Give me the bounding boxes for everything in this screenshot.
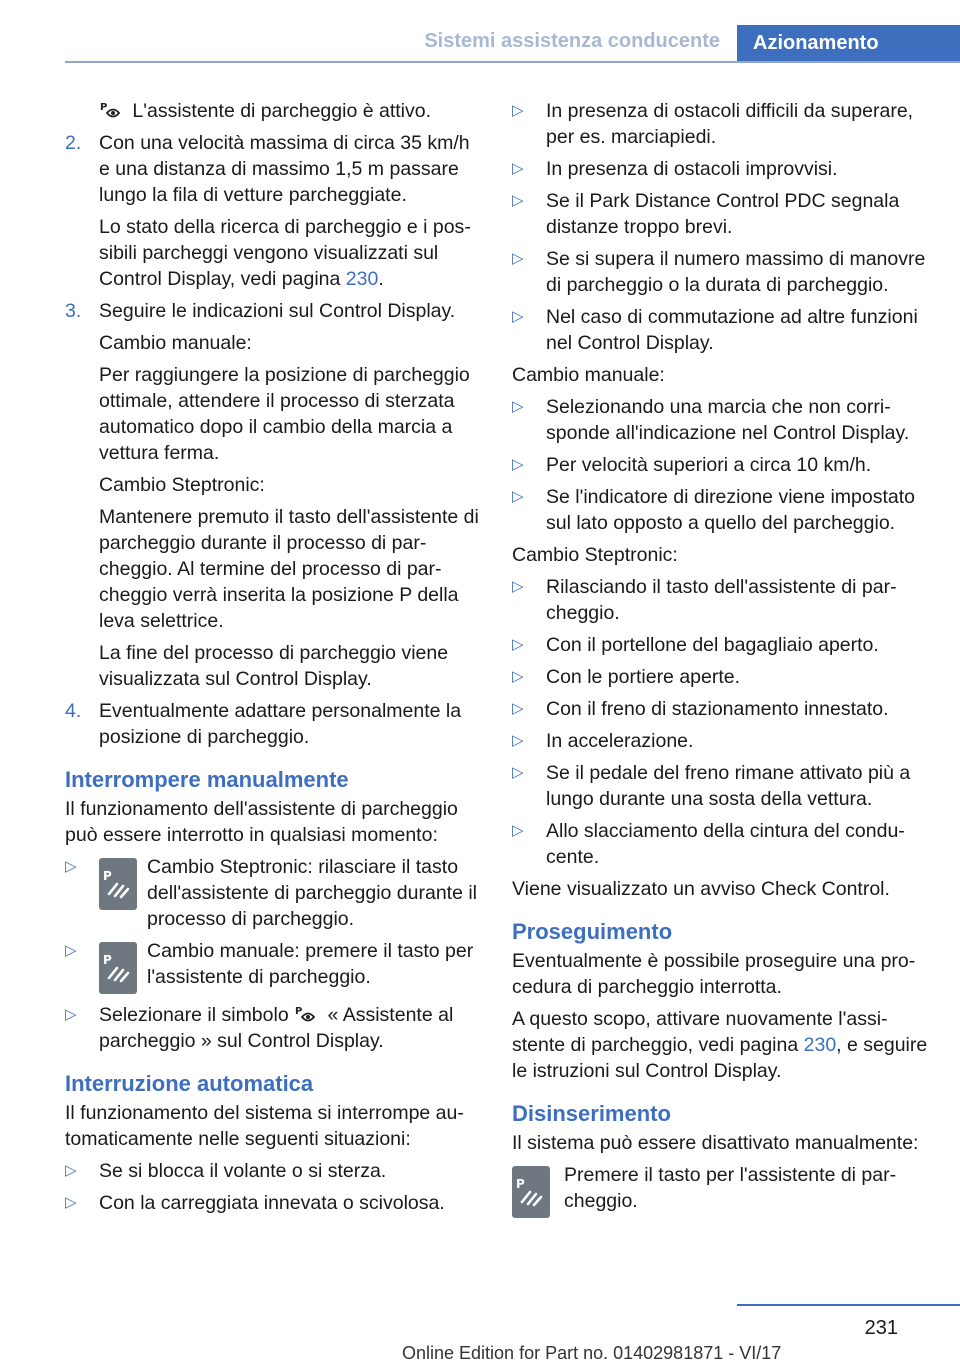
list-item <box>65 854 480 932</box>
header-rule <box>65 61 960 63</box>
step-text: Eventualmente adattare personalmente la posizione di parcheggio. <box>99 700 462 748</box>
step-text: Con una velocità massima di circa 35 km/h e una distanza di massimo 1,5 m passare lungo la fila di vetture parcheggiate. <box>99 132 470 206</box>
select-text-after: « Assistente al parcheggio » sul Control Display. <box>99 1004 454 1052</box>
list-item <box>512 246 930 298</box>
continue-text: Eventualmente è possibile proseguire una procedura di parcheggio interrotta. <box>512 950 916 998</box>
list-item <box>512 632 930 658</box>
heading-manual-stop: Interrompere manualmente <box>65 767 349 792</box>
step-2-extra <box>65 214 480 292</box>
status-text: L'assistente di parcheggio è attivo. <box>132 100 431 122</box>
edition-text: Online Edition for Part no. 01402981871 - VI/17 <box>402 1343 782 1363</box>
list-item-text: Allo slacciamento della cintura del conducente. <box>546 820 905 868</box>
triangle-right-icon: ▷ <box>65 858 77 875</box>
triangle-right-icon: ▷ <box>512 102 524 119</box>
list-item-text: Se il pedale del freno rimane attivato più a lungo durante una sosta della vettura. <box>546 762 911 810</box>
list-item-text: In accelerazione. <box>546 730 694 752</box>
list-item <box>512 696 930 722</box>
select-text-before: Selezionare il simbolo <box>99 1004 289 1026</box>
list-item-text: Con le portiere aperte. <box>546 666 741 688</box>
list-item-text: Con la carreggiata innevata o scivolosa. <box>99 1192 445 1214</box>
list-item <box>512 574 930 626</box>
check-control-text: Viene visualizzato un avviso Check Control. <box>512 878 890 900</box>
continue-text-before: A questo scopo, attivare nuovamente l'assistente di parcheggio, vedi pagina <box>512 1008 888 1056</box>
list-item-text: Rilasciando il tasto dell'assistente di parcheggio. <box>546 576 897 624</box>
triangle-right-icon: ▷ <box>512 250 524 267</box>
list-item-text: Se si blocca il volante o si sterza. <box>99 1160 387 1182</box>
list-item <box>512 664 930 690</box>
list-item-text: Selezionando una marcia che non corrisponde all'indicazione nel Control Display. <box>546 396 910 444</box>
heading-auto-stop: Interruzione automatica <box>65 1071 314 1096</box>
manual-label: Cambio manuale: <box>512 364 665 386</box>
svg-text:P: P <box>103 869 112 883</box>
step-3 <box>65 298 480 324</box>
step-3-sub: Cambio manuale: <box>99 332 252 354</box>
list-item <box>512 98 930 150</box>
step-4 <box>65 698 480 750</box>
triangle-right-icon: ▷ <box>512 192 524 209</box>
heading-continue: Proseguimento <box>512 919 673 944</box>
step-number: 4. <box>65 700 82 722</box>
list-item-text: Cambio manuale: premere il tasto per l'assistente di parcheggio. <box>147 940 474 988</box>
parking-assist-icon <box>99 99 127 121</box>
footer-rule <box>737 1304 960 1306</box>
triangle-right-icon: ▷ <box>512 764 524 781</box>
manual-intro: Il funzionamento dell'assistente di parcheggio può essere interrotto in qualsiasi momento: <box>65 798 458 846</box>
triangle-right-icon: ▷ <box>65 1006 77 1023</box>
list-item <box>512 156 930 182</box>
list-item <box>65 938 480 996</box>
step-3-sub: Per raggiungere la posizione di parcheggio ottimale, attendere il processo di sterzata automatico dopo il cambio della marcia a vettura ferma. <box>99 364 470 464</box>
heading-disable: Disinserimento <box>512 1101 671 1126</box>
parking-assist-button-icon <box>99 942 137 994</box>
steptronic-label: Cambio Steptronic: <box>512 544 678 566</box>
triangle-right-icon: ▷ <box>512 456 524 473</box>
list-item <box>65 1190 480 1216</box>
disable-instruction <box>512 1162 930 1220</box>
page-header <box>0 0 960 64</box>
triangle-right-icon: ▷ <box>512 636 524 653</box>
list-item-text: Con il freno di stazionamento innestato. <box>546 698 889 720</box>
parking-assist-button-icon <box>99 858 137 910</box>
chapter-tab: Azionamento <box>737 25 960 61</box>
auto-intro: Il funzionamento del sistema si interrompe automaticamente nelle seguenti situazioni: <box>65 1102 464 1150</box>
svg-text:P: P <box>100 102 108 113</box>
list-item <box>512 452 930 478</box>
svg-text:P: P <box>516 1177 525 1191</box>
triangle-right-icon: ▷ <box>512 578 524 595</box>
triangle-right-icon: ▷ <box>512 668 524 685</box>
list-item <box>65 1158 480 1184</box>
continue-text-2 <box>512 1006 930 1084</box>
parking-assist-icon <box>294 1003 322 1025</box>
step-3-sub: Cambio Steptronic: <box>99 474 265 496</box>
list-item <box>512 818 930 870</box>
list-item <box>512 304 930 356</box>
status-line <box>65 98 480 124</box>
list-item-text: Se si supera il numero massimo di manovre di parcheggio o la durata di parcheggio. <box>546 248 926 296</box>
list-item <box>512 760 930 812</box>
parking-assist-button-icon <box>512 1166 550 1218</box>
triangle-right-icon: ▷ <box>512 822 524 839</box>
triangle-right-icon: ▷ <box>65 942 77 959</box>
page-number: 231 <box>864 1317 898 1339</box>
step-number: 3. <box>65 300 82 322</box>
list-item <box>512 484 930 536</box>
disable-text: Premere il tasto per l'assistente di parcheggio. <box>564 1164 897 1212</box>
list-item-text: Cambio Steptronic: rilasciare il tasto dell'assistente di parcheggio durante il processo di parcheggio. <box>147 856 478 930</box>
list-item-text: Per velocità superiori a circa 10 km/h. <box>546 454 872 476</box>
list-item <box>512 394 930 446</box>
list-item <box>512 188 930 240</box>
page-link[interactable]: 230 <box>345 268 379 290</box>
triangle-right-icon: ▷ <box>512 308 524 325</box>
list-item <box>65 1002 480 1054</box>
triangle-right-icon: ▷ <box>512 488 524 505</box>
step-2 <box>65 130 480 208</box>
step-3-sub: Mantenere premuto il tasto dell'assistente di parcheggio durante il processo di parcheggio. Al termine del processo di parcheggio verrà inserita la posizione P della leva selettrice. <box>99 506 479 632</box>
svg-text:P: P <box>295 1006 303 1017</box>
disable-intro: Il sistema può essere disattivato manualmente: <box>512 1132 919 1154</box>
triangle-right-icon: ▷ <box>512 732 524 749</box>
step-extra-end: . <box>378 268 384 290</box>
continue-text-after: , e seguire le istruzioni sul Control Display. <box>512 1034 928 1082</box>
step-3-sub: La fine del processo di parcheggio viene visualizzata sul Control Display. <box>99 642 449 690</box>
left-column <box>65 98 480 1222</box>
triangle-right-icon: ▷ <box>512 700 524 717</box>
page-link[interactable]: 230 <box>803 1034 837 1056</box>
step-number: 2. <box>65 132 82 154</box>
step-text: Seguire le indicazioni sul Control Display. <box>99 300 456 322</box>
triangle-right-icon: ▷ <box>512 398 524 415</box>
triangle-right-icon: ▷ <box>65 1162 77 1179</box>
list-item-text: Nel caso di commutazione ad altre funzioni nel Control Display. <box>546 306 918 354</box>
step-extra-text: Lo stato della ricerca di parcheggio e i possibili parcheggi vengono visualizzati sul Control Display, vedi pagina <box>99 216 471 290</box>
list-item-text: In presenza di ostacoli improvvisi. <box>546 158 838 180</box>
triangle-right-icon: ▷ <box>512 160 524 177</box>
page-footer <box>0 1300 960 1362</box>
triangle-right-icon: ▷ <box>65 1194 77 1211</box>
svg-text:P: P <box>103 953 112 967</box>
list-item-text: In presenza di ostacoli difficili da superare, per es. marciapiedi. <box>546 100 914 148</box>
right-column <box>512 98 930 1220</box>
list-item <box>512 728 930 754</box>
list-item-text: Se il Park Distance Control PDC segnala distanze troppo brevi. <box>546 190 900 238</box>
list-item-text: Con il portellone del bagagliaio aperto. <box>546 634 879 656</box>
list-item-text: Se l'indicatore di direzione viene impostato sul lato opposto a quello del parcheggio. <box>546 486 916 534</box>
section-title: Sistemi assistenza conducente <box>424 30 720 52</box>
